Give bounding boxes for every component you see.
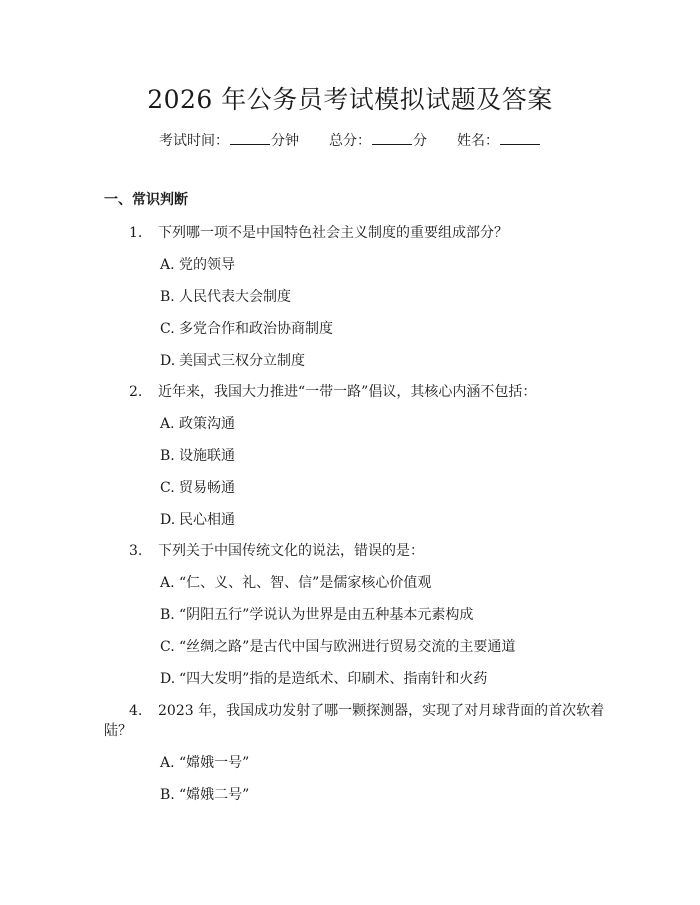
score-blank [372, 131, 412, 145]
option-text: “嫦娥二号” [179, 787, 250, 803]
option-letter: A. [160, 257, 175, 273]
question-text-continued: 陆？ [104, 723, 132, 739]
option-letter: B. [160, 607, 175, 623]
option-letter: C. [160, 639, 175, 655]
option-text: 多党合作和政治协商制度 [179, 321, 333, 337]
option-text: 人民代表大会制度 [179, 289, 291, 305]
page-title: 2026 年公务员考试模拟试题及答案 [147, 85, 553, 114]
question-text: 2023 年，我国成功发射了哪一颗探测器，实现了对月球背面的首次软着 [158, 703, 605, 719]
option-text: 政策沟通 [179, 416, 235, 432]
option-text: 设施联通 [179, 448, 235, 464]
option-letter: C. [160, 480, 175, 496]
option-text: “四大发明”指的是造纸术、印刷术、指南针和火药 [179, 671, 488, 687]
option-text: 美国式三权分立制度 [179, 353, 305, 369]
option-letter: B. [160, 787, 175, 803]
score-label: 总分： [329, 133, 371, 149]
question-number: 4. [129, 703, 143, 719]
question-number: 3. [129, 543, 143, 559]
option-text: “阴阳五行”学说认为世界是由五种基本元素构成 [179, 607, 474, 623]
option-letter: D. [160, 512, 176, 528]
question-text: 下列哪一项不是中国特色社会主义制度的重要组成部分？ [158, 225, 508, 241]
name-label: 姓名： [457, 133, 499, 149]
option-text: “丝绸之路”是古代中国与欧洲进行贸易交流的主要通道 [179, 639, 516, 655]
option-text: “嫦娥一号” [179, 755, 250, 771]
question-text: 近年来，我国大力推进“一带一路”倡议，其核心内涵不包括： [158, 384, 537, 400]
option-letter: D. [160, 671, 176, 687]
option-text: 贸易畅通 [179, 480, 235, 496]
option-text: “仁、义、礼、智、信”是儒家核心价值观 [179, 575, 432, 591]
option-letter: C. [160, 321, 175, 337]
option-letter: A. [160, 416, 175, 432]
option-letter: A. [160, 755, 175, 771]
exam-meta [0, 131, 700, 151]
time-unit: 分钟 [271, 133, 299, 149]
option-letter: B. [160, 448, 175, 464]
question-number: 2. [129, 384, 143, 400]
score-unit: 分 [413, 133, 427, 149]
option-text: 党的领导 [179, 257, 235, 273]
time-label: 考试时间： [159, 133, 229, 149]
time-blank [230, 131, 270, 145]
option-text: 民心相通 [179, 512, 235, 528]
option-letter: A. [160, 575, 175, 591]
section-heading: 一、常识判断 [104, 192, 188, 208]
option-letter: B. [160, 289, 175, 305]
question-text: 下列关于中国传统文化的说法，错误的是： [158, 543, 424, 559]
option-letter: D. [160, 353, 176, 369]
question-number: 1. [129, 225, 143, 241]
name-blank [500, 131, 540, 145]
